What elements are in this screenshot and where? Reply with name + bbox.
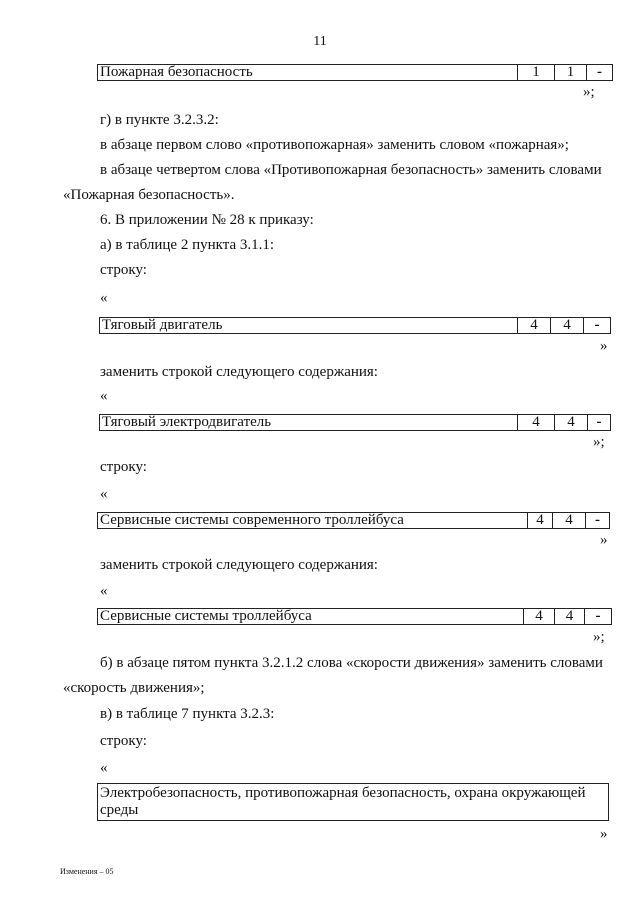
table-cell-value-1: 4 xyxy=(523,609,554,624)
item-b-line-2: «скорость движения»; xyxy=(63,680,205,696)
table-row-traction-motor-old xyxy=(99,317,611,334)
closing-quote: » xyxy=(600,532,608,548)
table-cell-value-2: 4 xyxy=(554,609,584,624)
table-row-fire-safety xyxy=(97,64,613,81)
paragraph-fourth-line-1: в абзаце четвертом слова «Противопожарная безопасность» заменить словами xyxy=(100,162,602,178)
footer-revision: Изменения – 05 xyxy=(60,867,114,876)
item-v: в) в таблице 7 пункта 3.2.3: xyxy=(100,706,275,722)
opening-quote: « xyxy=(100,760,108,776)
table-cell-value-1: 4 xyxy=(517,318,550,333)
table-cell-name-line-2: среды xyxy=(100,802,139,818)
opening-quote: « xyxy=(100,388,108,404)
table-row-service-systems-old xyxy=(97,512,610,529)
paragraph-fourth-line-2: «Пожарная безопасность». xyxy=(63,187,235,203)
table-cell-value-2: 1 xyxy=(554,65,586,80)
table-cell-value-1: 4 xyxy=(517,415,554,430)
table-cell-value-3: - xyxy=(587,415,610,430)
closing-quote: » xyxy=(600,338,608,354)
table-cell-name: Пожарная безопасность xyxy=(100,65,253,80)
table-cell-value-3: - xyxy=(586,65,612,80)
opening-quote: « xyxy=(100,486,108,502)
line-row-label: строку: xyxy=(100,733,147,749)
table-cell-name: Сервисные системы современного троллейбуса xyxy=(100,513,404,528)
table-cell-value-1: 1 xyxy=(517,65,554,80)
table-cell-name-line-1: Электробезопасность, противопожарная безопасность, охрана окружающей xyxy=(100,785,586,801)
table-cell-value-2: 4 xyxy=(550,318,583,333)
item-6: 6. В приложении № 28 к приказу: xyxy=(100,212,314,228)
item-g: г) в пункте 3.2.3.2: xyxy=(100,112,219,128)
table-cell-value-2: 4 xyxy=(554,415,587,430)
closing-quote: »; xyxy=(583,84,595,100)
table-cell-value-1: 4 xyxy=(527,513,552,528)
opening-quote: « xyxy=(100,583,108,599)
item-a: а) в таблице 2 пункта 3.1.1: xyxy=(100,237,275,253)
table-cell-name: Тяговый электродвигатель xyxy=(102,415,272,430)
table-cell-value-3: - xyxy=(584,609,611,624)
replace-instruction: заменить строкой следующего содержания: xyxy=(100,557,378,573)
table-row-service-systems-new xyxy=(97,608,612,625)
table-row-traction-motor-new xyxy=(99,414,611,431)
item-b-line-1: б) в абзаце пятом пункта 3.2.1.2 слова «скорости движения» заменить словами xyxy=(100,655,603,671)
table-cell-value-3: - xyxy=(585,513,609,528)
line-row-label: строку: xyxy=(100,262,147,278)
paragraph-first: в абзаце первом слово «противопожарная» заменить словом «пожарная»; xyxy=(100,137,569,153)
closing-quote: » xyxy=(600,826,608,842)
table-cell-value-3: - xyxy=(583,318,610,333)
closing-quote: »; xyxy=(593,629,605,645)
opening-quote: « xyxy=(100,290,108,306)
table-cell-name: Сервисные системы троллейбуса xyxy=(100,609,312,624)
line-row-label: строку: xyxy=(100,459,147,475)
table-cell-value-2: 4 xyxy=(552,513,585,528)
page-number: 11 xyxy=(313,34,327,49)
table-cell-name: Тяговый двигатель xyxy=(102,318,223,333)
table-row-electrical-safety xyxy=(97,783,609,821)
replace-instruction: заменить строкой следующего содержания: xyxy=(100,364,378,380)
closing-quote: »; xyxy=(593,434,605,450)
